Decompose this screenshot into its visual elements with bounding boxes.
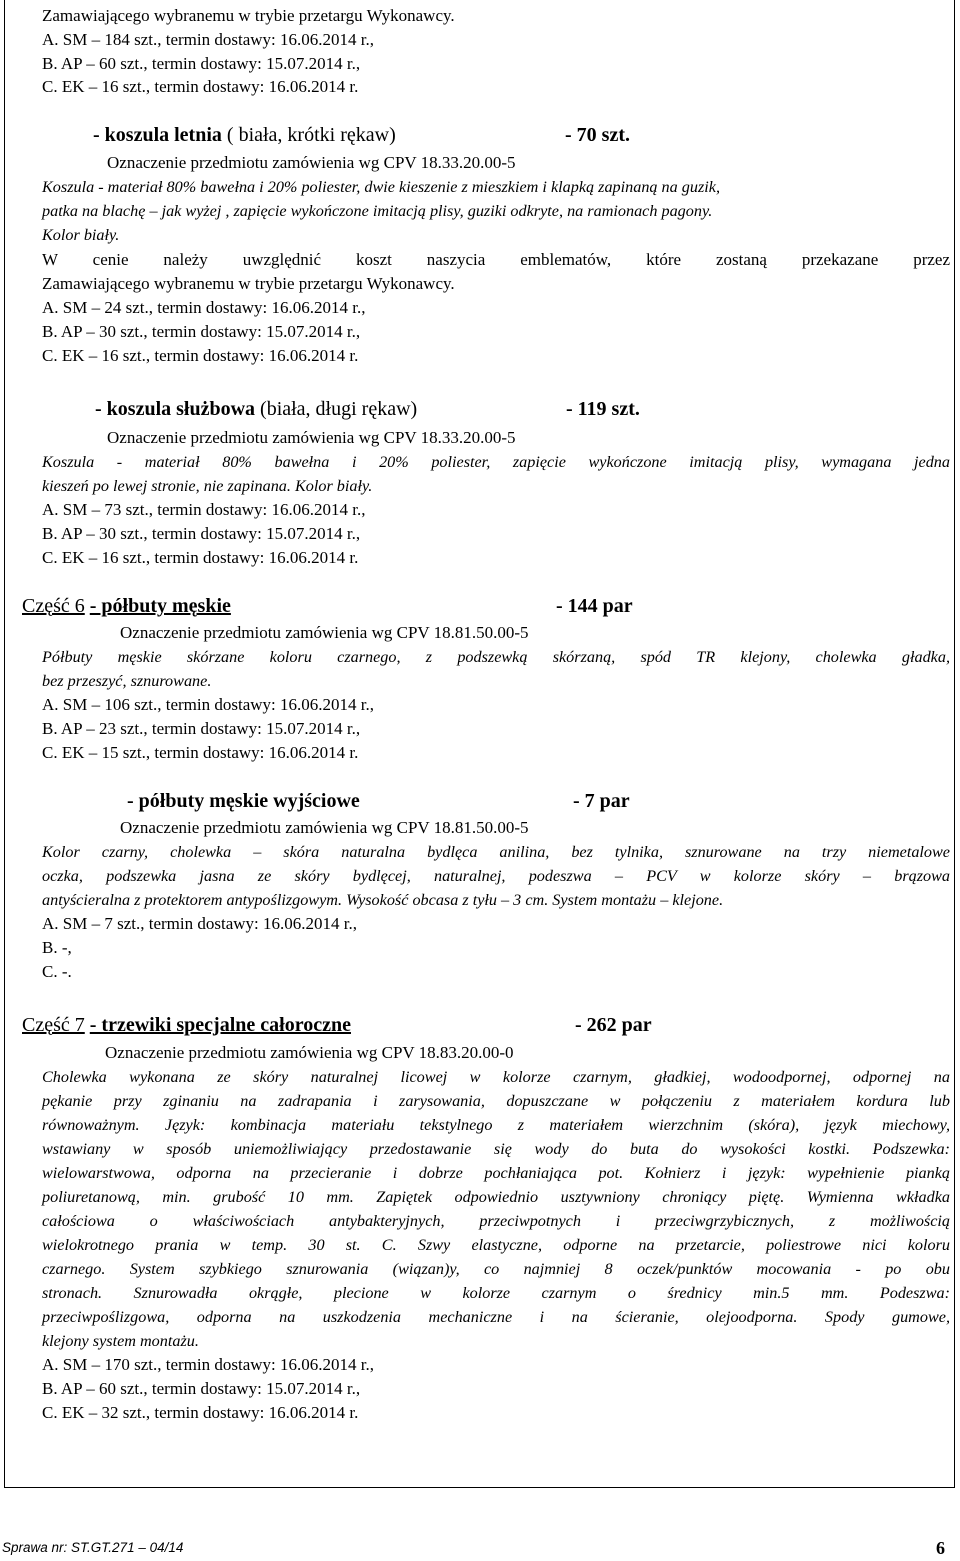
delivery-a: A. SM – 106 szt., termin dostawy: 16.06.2014 r.,	[42, 695, 374, 714]
delivery-a: A. SM – 184 szt., termin dostawy: 16.06.2014 r.,	[42, 30, 374, 49]
note-line: W cenie należy uwzględnić koszt naszycia emblematów, które zostaną przekazane przez	[42, 250, 950, 269]
delivery-c: C. EK – 16 szt., termin dostawy: 16.06.2014 r.	[42, 346, 359, 365]
delivery-b: B. AP – 60 szt., termin dostawy: 15.07.2014 r.,	[42, 1379, 361, 1398]
delivery-b: B. AP – 30 szt., termin dostawy: 15.07.2014 r.,	[42, 322, 361, 341]
delivery-c: C. EK – 32 szt., termin dostawy: 16.06.2014 r.	[42, 1403, 359, 1422]
description-line: wstawiany w sposób uniemożliwiający przedostawanie się wody do buta do wysokości kostki. Podszewka:	[42, 1140, 950, 1158]
delivery-a: A. SM – 73 szt., termin dostawy: 16.06.2014 r.,	[42, 500, 366, 519]
text-line: Zamawiającego wybranemu w trybie przetargu Wykonawcy.	[42, 6, 455, 25]
description-line: Koszula - materiał 80% bawełna i 20% poliester, zapięcie wykończone imitacją plisy, wymagana jedna	[42, 453, 950, 471]
item-quantity: - 119 szt.	[566, 398, 640, 420]
delivery-b: B. AP – 23 szt., termin dostawy: 15.07.2014 r.,	[42, 719, 361, 738]
description-line: kieszeń po lewej stronie, nie zapinana. Kolor biały.	[42, 477, 373, 495]
delivery-c: C. EK – 16 szt., termin dostawy: 16.06.2014 r.	[42, 77, 359, 96]
item-heading: - koszula letnia ( biała, krótki rękaw)	[93, 124, 396, 146]
cpv-code: Oznaczenie przedmiotu zamówienia wg CPV 18.33.20.00-5	[107, 153, 516, 172]
description-line: oczka, podszewka jasna ze skóry bydlęcej, naturalnej, podeszwa – PCV w kolorze skóry – brązowa	[42, 867, 950, 885]
description-line: pękanie przy zginaniu na zadrapania i zarysowania, dopuszczane w połączeniu z materiałem kordura lub	[42, 1092, 950, 1110]
delivery-b: B. AP – 30 szt., termin dostawy: 15.07.2014 r.,	[42, 524, 361, 543]
note-line: Zamawiającego wybranemu w trybie przetargu Wykonawcy.	[42, 274, 455, 293]
case-number: Sprawa nr: ST.GT.271 – 04/14	[2, 1540, 184, 1555]
item-quantity: - 70 szt.	[565, 124, 630, 146]
delivery-c: C. EK – 16 szt., termin dostawy: 16.06.2014 r.	[42, 548, 359, 567]
description-line: Koszula - materiał 80% bawełna i 20% poliester, dwie kieszenie z mieszkiem i klapką zapinaną na guzik,	[42, 178, 721, 196]
delivery-a: A. SM – 7 szt., termin dostawy: 16.06.2014 r.,	[42, 914, 357, 933]
description-line: klejony system montażu.	[42, 1332, 199, 1350]
item-quantity: - 7 par	[573, 790, 630, 812]
description-line: czarnego. System szybkiego sznurowania (wiązan)y, co najmniej 8 oczek/punktów mocowania - po obu	[42, 1260, 950, 1278]
description-line: przeciwpoślizgowa, odporna na uszkodzenia mechaniczne i na ścieranie, olejoodporna. Spody gumowe,	[42, 1308, 950, 1326]
description-line: antyścieralna z protektorem antypoślizgowym. Wysokość obcasa z tyłu – 3 cm. System montażu – klejone.	[42, 891, 724, 909]
delivery-b: B. -,	[42, 938, 72, 957]
description-line: wielokrotnego prania w temp. 30 st. C. Szwy elastyczne, odporne na przetarcie, poliestrowe nici koloru	[42, 1236, 950, 1254]
cpv-code: Oznaczenie przedmiotu zamówienia wg CPV 18.81.50.00-5	[120, 818, 529, 837]
part-quantity: - 262 par	[575, 1014, 652, 1036]
description-line: wielowarstwowa, odporna na przecieranie i dobrze pochłaniająca pot. Kołnierz i język: wypełnienie pianką	[42, 1164, 950, 1182]
part-heading: Część 7 - trzewiki specjalne całoroczne	[22, 1014, 351, 1036]
delivery-a: A. SM – 170 szt., termin dostawy: 16.06.2014 r.,	[42, 1355, 374, 1374]
description-line: Kolor biały.	[42, 226, 120, 244]
delivery-a: A. SM – 24 szt., termin dostawy: 16.06.2014 r.,	[42, 298, 366, 317]
description-line: równoważnym. Język: kombinacja materiału tekstylnego z materiałem wierzchnim (skóra), język miechowy,	[42, 1116, 950, 1134]
delivery-c: C. EK – 15 szt., termin dostawy: 16.06.2014 r.	[42, 743, 359, 762]
description-line: całościowa o właściwościach antybakteryjnych, przeciwpotnych i przeciwgrzybicznych, z możliwością	[42, 1212, 950, 1230]
description-line: Kolor czarny, cholewka – skóra naturalna bydlęca anilina, bez tylnika, sznurowane na trzy niemetalowe	[42, 843, 950, 861]
cpv-code: Oznaczenie przedmiotu zamówienia wg CPV 18.81.50.00-5	[120, 623, 529, 642]
description-line: patka na blachę – jak wyżej , zapięcie wykończone imitacją plisy, guziki odkryte, na ramionach pagony.	[42, 202, 713, 220]
part-quantity: - 144 par	[556, 595, 633, 617]
description-line: Półbuty męskie skórzane koloru czarnego, z podszewką skórzaną, spód TR klejony, cholewka gładka,	[42, 648, 950, 666]
description-line: stronach. Sznurowadła okrągłe, plecione w kolorze czarnym o średnicy min.5 mm. Podeszwa:	[42, 1284, 950, 1302]
description-line: poliuretanową, min. grubość 10 mm. Zapiętek odpowiednio usztywniony chroniący piętę. Wymienna wkładka	[42, 1188, 950, 1206]
cpv-code: Oznaczenie przedmiotu zamówienia wg CPV 18.83.20.00-0	[105, 1043, 514, 1062]
delivery-c: C. -.	[42, 962, 72, 981]
item-heading: - koszula służbowa (biała, długi rękaw)	[95, 398, 418, 420]
cpv-code: Oznaczenie przedmiotu zamówienia wg CPV 18.33.20.00-5	[107, 428, 516, 447]
delivery-b: B. AP – 60 szt., termin dostawy: 15.07.2014 r.,	[42, 54, 361, 73]
page-number: 6	[936, 1538, 945, 1558]
description-line: Cholewka wykonana ze skóry naturalnej licowej w kolorze czarnym, gładkiej, wodoodpornej, odpornej na	[42, 1068, 950, 1086]
item-heading: - półbuty męskie wyjściowe	[127, 790, 360, 812]
part-heading: Część 6 - półbuty męskie	[22, 595, 231, 617]
description-line: bez przeszyć, sznurowane.	[42, 672, 212, 690]
